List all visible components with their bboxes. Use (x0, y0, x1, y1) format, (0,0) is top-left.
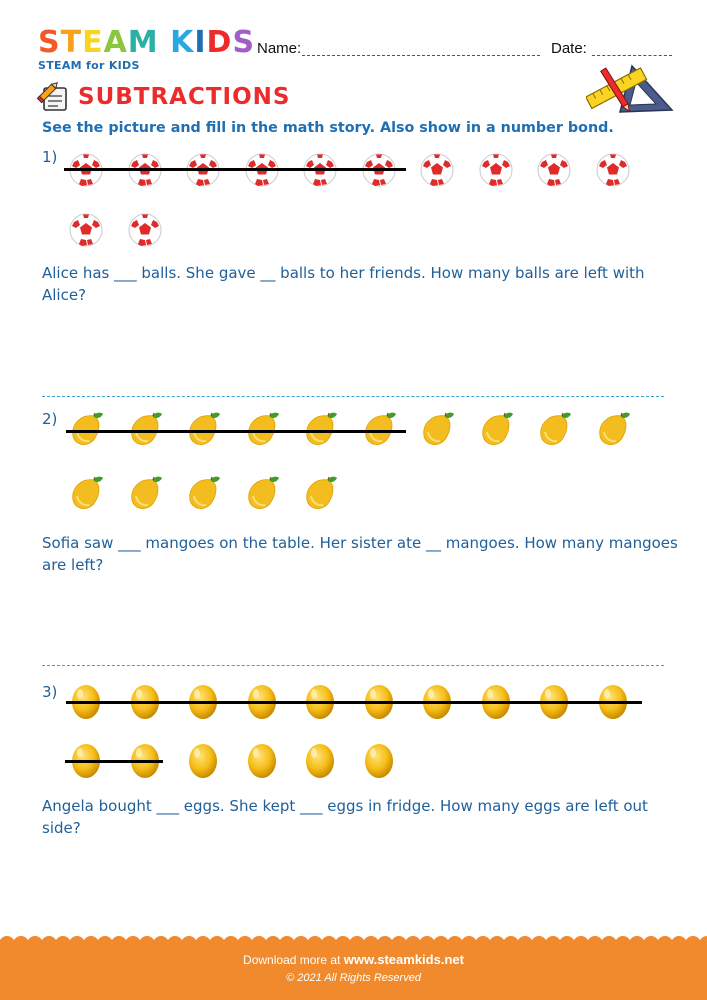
question-2-number: 2) (42, 410, 58, 428)
logo-letter: A (103, 25, 128, 60)
logo-letter: S (38, 25, 61, 60)
date-field[interactable] (592, 55, 672, 56)
name-label: Name: (257, 40, 302, 57)
egg-icon (184, 740, 222, 780)
name-field[interactable] (302, 55, 540, 56)
footer-site-link[interactable]: www.steamkids.net (343, 952, 464, 967)
separator-1 (42, 396, 664, 397)
logo-letter: D (206, 25, 233, 60)
soccer-ball-icon (477, 150, 515, 190)
question-3-strike-line-row-1 (66, 701, 642, 704)
egg-icon (301, 740, 339, 780)
logo-text (38, 25, 256, 60)
footer-bar (0, 940, 707, 1000)
question-1-number: 1) (42, 148, 58, 166)
question-2-strike-line (66, 430, 406, 433)
logo-letter: M (127, 25, 159, 60)
mango-icon (184, 474, 222, 514)
footer-copyright: © 2021 All Rights Reserved (286, 972, 421, 984)
steam-kids-logo (38, 25, 256, 78)
worksheet-title: SUBTRACTIONS (78, 84, 291, 110)
logo-letter (159, 25, 170, 60)
question-3-number: 3) (42, 683, 58, 701)
logo-letter: K (170, 25, 195, 60)
mango-icon (67, 474, 105, 514)
egg-icon (243, 740, 281, 780)
worksheet-icon (36, 82, 72, 112)
logo-letter: E (82, 25, 104, 60)
mango-icon (535, 410, 573, 450)
mango-icon (418, 410, 456, 450)
soccer-ball-icon (126, 210, 164, 250)
mango-icon (243, 474, 281, 514)
soccer-ball-icon (67, 210, 105, 250)
question-2-story: Sofia saw ___ mangoes on the table. Her sister ate __ mangoes. How many mangoes are left? (42, 534, 678, 574)
footer-download-prefix: Download more at (243, 953, 341, 967)
logo-subtitle: STEAM for KIDS (38, 59, 140, 72)
soccer-ball-icon (418, 150, 456, 190)
mango-icon (126, 474, 164, 514)
logo-letter: I (194, 25, 207, 60)
question-1-strike-line (64, 168, 406, 171)
date-label: Date: (551, 40, 587, 57)
footer-download-line (0, 952, 707, 967)
egg-icon (360, 740, 398, 780)
question-3-story: Angela bought ___ eggs. She kept ___ eggs in fridge. How many eggs are left out side? (42, 797, 648, 837)
ruler-set-square-icon (586, 60, 676, 120)
logo-letter: S (232, 25, 256, 60)
instruction-text: See the picture and fill in the math story. Also show in a number bond. (42, 120, 614, 136)
mango-icon (301, 474, 339, 514)
soccer-ball-icon (535, 150, 573, 190)
separator-2 (42, 665, 664, 666)
question-3-strike-line-row-2 (65, 760, 163, 763)
question-1-story: Alice has ___ balls. She gave __ balls to her friends. How many balls are left with Alice? (42, 264, 645, 304)
soccer-ball-icon (594, 150, 632, 190)
mango-icon (594, 410, 632, 450)
mango-icon (477, 410, 515, 450)
logo-letter: T (60, 25, 83, 60)
